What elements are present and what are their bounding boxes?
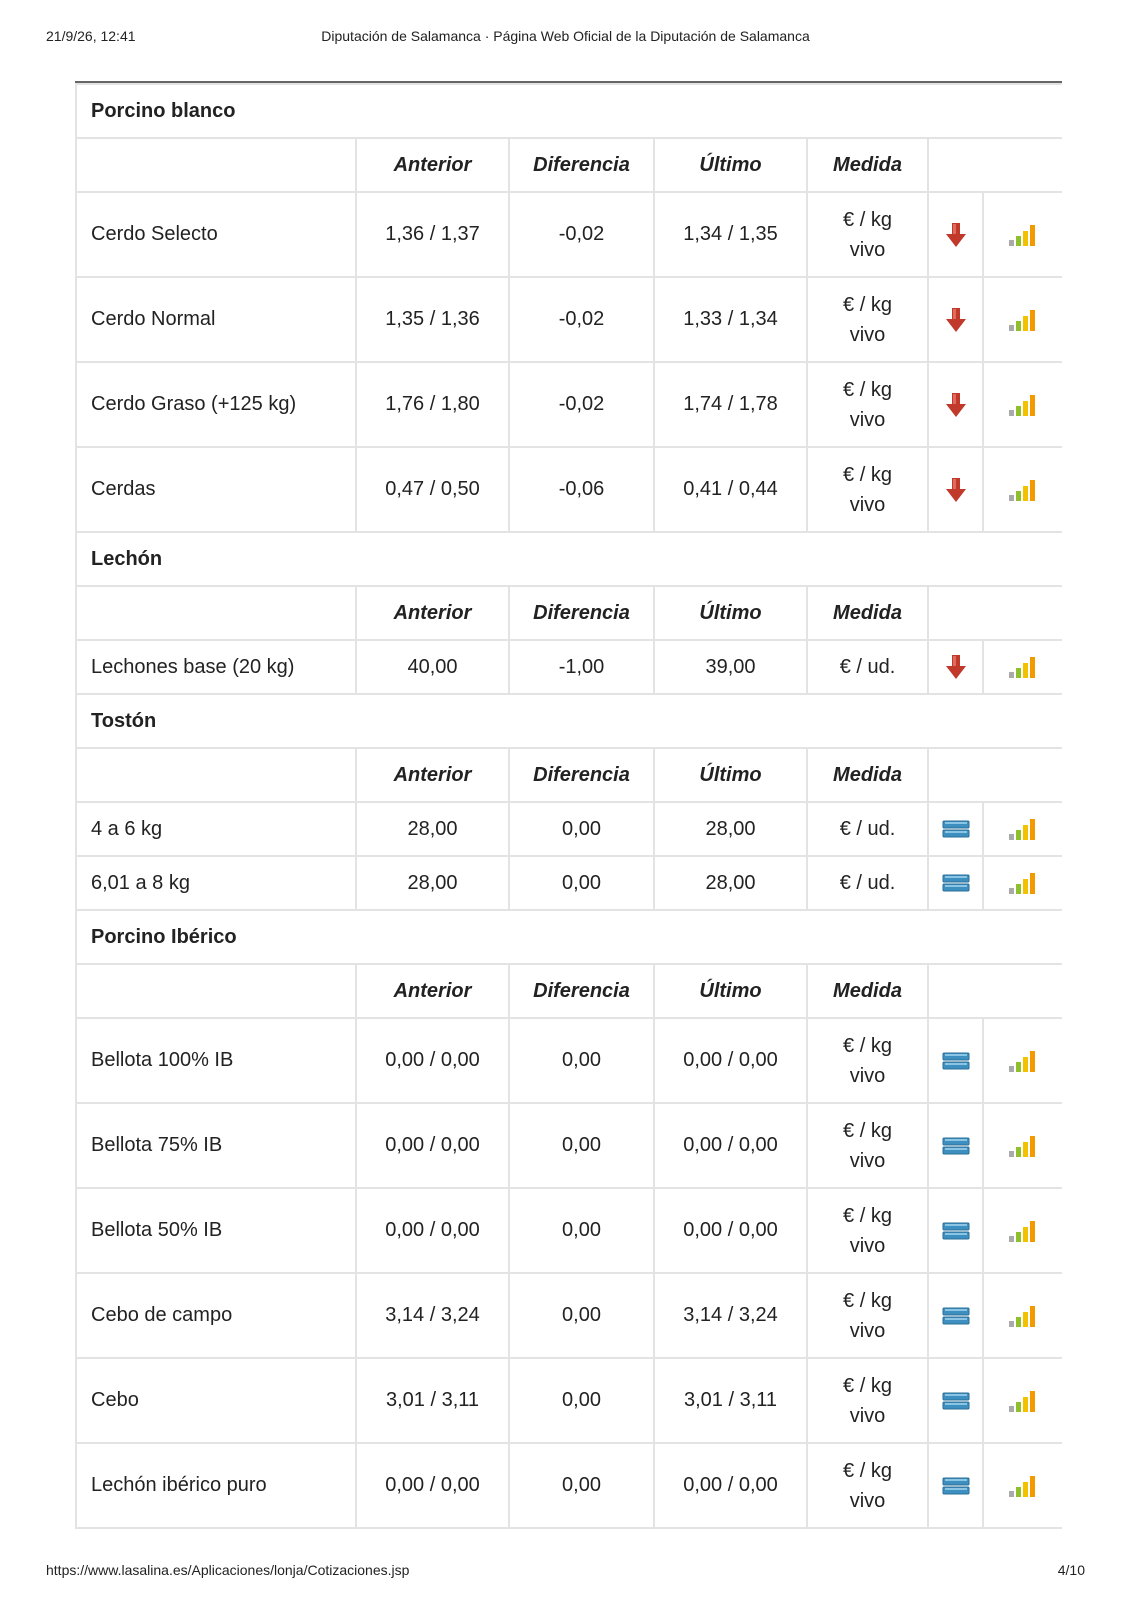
unit-line-1: € / kg [843,1374,892,1397]
quotes-table [75,83,1062,1529]
price-anterior: 0,00 / 0,00 [356,1188,509,1273]
table-row [76,640,1062,694]
product-name: Bellota 75% IB [76,1103,356,1188]
price-anterior: 1,35 / 1,36 [356,277,509,362]
product-name: Cerdo Selecto [76,192,356,277]
blue-equal-icon [942,1306,970,1326]
signal-bars-chart-icon[interactable] [1008,1304,1038,1328]
price-anterior: 0,47 / 0,50 [356,447,509,532]
product-name: Lechón ibérico puro [76,1443,356,1528]
product-name: Bellota 100% IB [76,1018,356,1103]
price-ultimo: 0,00 / 0,00 [654,1103,807,1188]
price-anterior: 28,00 [356,856,509,910]
price-diferencia: 0,00 [509,1018,654,1103]
price-ultimo: 0,41 / 0,44 [654,447,807,532]
table-row [76,1358,1062,1443]
column-header-ultimo: Último [654,964,807,1018]
unit-line-1: € / kg [843,378,892,401]
column-header-empty [76,586,356,640]
unit-medida [807,856,928,910]
blue-equal-icon [942,1051,970,1071]
product-name: 4 a 6 kg [76,802,356,856]
blue-equal-icon [942,1221,970,1241]
trend-cell [928,1358,983,1443]
table-row [76,192,1062,277]
price-anterior: 0,00 / 0,00 [356,1443,509,1528]
trend-cell [928,1103,983,1188]
section-title-row [76,910,1062,964]
unit-medida [807,802,928,856]
price-ultimo: 0,00 / 0,00 [654,1188,807,1273]
table-row [76,1018,1062,1103]
column-header-empty [76,964,356,1018]
unit-medida [807,362,928,447]
red-down-arrow-icon [945,477,967,503]
signal-bars-chart-icon[interactable] [1008,871,1038,895]
price-anterior: 1,76 / 1,80 [356,362,509,447]
column-header-anterior: Anterior [356,138,509,192]
chart-link-cell[interactable] [983,1188,1062,1273]
price-diferencia: 0,00 [509,802,654,856]
product-name: Cebo de campo [76,1273,356,1358]
unit-medida [807,277,928,362]
price-ultimo: 1,34 / 1,35 [654,192,807,277]
unit-line-1: € / ud. [839,818,896,840]
unit-line-2: vivo [849,1489,886,1512]
price-anterior: 3,01 / 3,11 [356,1358,509,1443]
unit-line-2: vivo [849,238,886,261]
product-name: 6,01 a 8 kg [76,856,356,910]
column-header-diferencia: Diferencia [509,748,654,802]
product-name: Cebo [76,1358,356,1443]
unit-line-1: € / kg [843,1459,892,1482]
price-diferencia: 0,00 [509,1273,654,1358]
print-datetime: 21/9/26, 12:41 [46,28,136,44]
signal-bars-chart-icon[interactable] [1008,393,1038,417]
print-url: https://www.lasalina.es/Aplicaciones/lonja/Cotizaciones.jsp [46,1562,410,1578]
section-title-row [76,84,1062,138]
column-header-medida: Medida [807,964,928,1018]
price-ultimo: 0,00 / 0,00 [654,1018,807,1103]
column-header-anterior: Anterior [356,964,509,1018]
blue-equal-icon [942,1476,970,1496]
unit-line-2: vivo [849,1234,886,1257]
table-row [76,856,1062,910]
unit-line-2: vivo [849,493,886,516]
table-row [76,802,1062,856]
chart-link-cell[interactable] [983,1103,1062,1188]
price-ultimo: 39,00 [654,640,807,694]
print-header [46,28,1085,48]
red-down-arrow-icon [945,392,967,418]
chart-link-cell[interactable] [983,192,1062,277]
print-footer [46,1562,1085,1582]
unit-medida [807,640,928,694]
unit-medida [807,1103,928,1188]
unit-line-2: vivo [849,323,886,346]
table-row [76,277,1062,362]
chart-link-cell[interactable] [983,277,1062,362]
unit-line-1: € / kg [843,1034,892,1057]
product-name: Bellota 50% IB [76,1188,356,1273]
column-header-diferencia: Diferencia [509,138,654,192]
unit-line-2: vivo [849,408,886,431]
column-header-anterior: Anterior [356,748,509,802]
trend-cell [928,1443,983,1528]
table-row [76,1103,1062,1188]
price-diferencia: 0,00 [509,1358,654,1443]
chart-link-cell[interactable] [983,447,1062,532]
table-row [76,1188,1062,1273]
table-row [76,1273,1062,1358]
price-ultimo: 3,01 / 3,11 [654,1358,807,1443]
column-header-empty [76,748,356,802]
unit-line-1: € / kg [843,1289,892,1312]
column-header-row [76,586,1062,640]
column-header-icons [928,748,1062,802]
chart-link-cell[interactable] [983,856,1062,910]
column-header-row [76,964,1062,1018]
section-title: Tostón [76,694,1062,748]
unit-medida [807,1443,928,1528]
price-diferencia: -1,00 [509,640,654,694]
column-header-diferencia: Diferencia [509,586,654,640]
price-ultimo: 28,00 [654,802,807,856]
column-header-icons [928,586,1062,640]
trend-cell [928,362,983,447]
trend-cell [928,1018,983,1103]
unit-line-1: € / ud. [839,872,896,894]
unit-line-1: € / kg [843,463,892,486]
price-ultimo: 28,00 [654,856,807,910]
trend-cell [928,856,983,910]
price-ultimo: 3,14 / 3,24 [654,1273,807,1358]
table-row [76,1443,1062,1528]
trend-cell [928,192,983,277]
unit-line-1: € / ud. [839,656,896,678]
price-diferencia: 0,00 [509,1103,654,1188]
blue-equal-icon [942,819,970,839]
quotes-table-body [76,84,1062,1528]
chart-link-cell[interactable] [983,1443,1062,1528]
price-diferencia: -0,02 [509,277,654,362]
table-row [76,362,1062,447]
red-down-arrow-icon [945,654,967,680]
blue-equal-icon [942,873,970,893]
product-name: Cerdas [76,447,356,532]
column-header-row [76,138,1062,192]
blue-equal-icon [942,1136,970,1156]
unit-medida [807,1018,928,1103]
chart-link-cell[interactable] [983,640,1062,694]
print-page-number: 4/10 [1057,1562,1085,1578]
blue-equal-icon [942,1391,970,1411]
unit-line-1: € / kg [843,293,892,316]
product-name: Cerdo Normal [76,277,356,362]
unit-line-1: € / kg [843,1204,892,1227]
unit-medida [807,1188,928,1273]
chart-link-cell[interactable] [983,362,1062,447]
unit-medida [807,1358,928,1443]
trend-cell [928,802,983,856]
signal-bars-chart-icon[interactable] [1008,478,1038,502]
price-ultimo: 0,00 / 0,00 [654,1443,807,1528]
section-title: Lechón [76,532,1062,586]
price-anterior: 3,14 / 3,24 [356,1273,509,1358]
signal-bars-chart-icon[interactable] [1008,817,1038,841]
column-header-diferencia: Diferencia [509,964,654,1018]
price-anterior: 0,00 / 0,00 [356,1103,509,1188]
signal-bars-chart-icon[interactable] [1008,1134,1038,1158]
unit-line-1: € / kg [843,208,892,231]
column-header-medida: Medida [807,586,928,640]
signal-bars-chart-icon[interactable] [1008,1389,1038,1413]
table-row [76,447,1062,532]
unit-line-2: vivo [849,1064,886,1087]
price-anterior: 0,00 / 0,00 [356,1018,509,1103]
product-name: Lechones base (20 kg) [76,640,356,694]
unit-line-2: vivo [849,1319,886,1342]
chart-link-cell[interactable] [983,802,1062,856]
chart-link-cell[interactable] [983,1358,1062,1443]
column-header-ultimo: Último [654,138,807,192]
price-ultimo: 1,33 / 1,34 [654,277,807,362]
column-header-ultimo: Último [654,586,807,640]
column-header-row [76,748,1062,802]
trend-cell [928,277,983,362]
price-diferencia: -0,02 [509,192,654,277]
price-diferencia: 0,00 [509,1188,654,1273]
trend-cell [928,1273,983,1358]
price-anterior: 1,36 / 1,37 [356,192,509,277]
unit-line-1: € / kg [843,1119,892,1142]
unit-line-2: vivo [849,1404,886,1427]
chart-link-cell[interactable] [983,1018,1062,1103]
signal-bars-chart-icon[interactable] [1008,1474,1038,1498]
unit-medida [807,192,928,277]
signal-bars-chart-icon[interactable] [1008,308,1038,332]
section-title: Porcino Ibérico [76,910,1062,964]
price-diferencia: 0,00 [509,1443,654,1528]
column-header-anterior: Anterior [356,586,509,640]
trend-cell [928,640,983,694]
column-header-medida: Medida [807,138,928,192]
red-down-arrow-icon [945,307,967,333]
column-header-icons [928,138,1062,192]
section-title-row [76,532,1062,586]
print-page-title: Diputación de Salamanca · Página Web Oficial de la Diputación de Salamanca [321,28,810,44]
signal-bars-chart-icon[interactable] [1008,1049,1038,1073]
quotes-table-container [75,81,1062,1538]
unit-medida [807,1273,928,1358]
signal-bars-chart-icon[interactable] [1008,223,1038,247]
signal-bars-chart-icon[interactable] [1008,655,1038,679]
section-title: Porcino blanco [76,84,1062,138]
unit-medida [807,447,928,532]
price-ultimo: 1,74 / 1,78 [654,362,807,447]
signal-bars-chart-icon[interactable] [1008,1219,1038,1243]
trend-cell [928,1188,983,1273]
column-header-ultimo: Último [654,748,807,802]
product-name: Cerdo Graso (+125 kg) [76,362,356,447]
price-diferencia: -0,06 [509,447,654,532]
column-header-icons [928,964,1062,1018]
section-title-row [76,694,1062,748]
column-header-empty [76,138,356,192]
unit-line-2: vivo [849,1149,886,1172]
red-down-arrow-icon [945,222,967,248]
trend-cell [928,447,983,532]
price-anterior: 40,00 [356,640,509,694]
chart-link-cell[interactable] [983,1273,1062,1358]
column-header-medida: Medida [807,748,928,802]
price-diferencia: 0,00 [509,856,654,910]
price-anterior: 28,00 [356,802,509,856]
price-diferencia: -0,02 [509,362,654,447]
